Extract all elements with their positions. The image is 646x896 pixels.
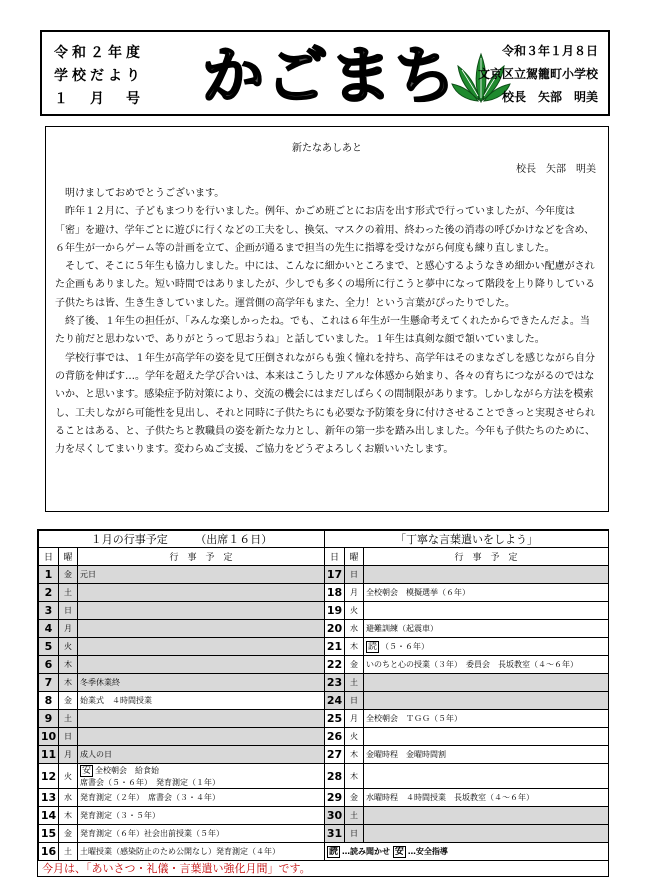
- header-info: [478, 40, 598, 109]
- calendar-weekday: 火: [345, 728, 364, 746]
- col-day: 日: [325, 548, 345, 566]
- calendar-event: [78, 825, 325, 843]
- calendar-weekday: 水: [59, 789, 78, 807]
- calendar-event: [364, 807, 609, 825]
- issue-month: １ 月 号: [54, 91, 144, 107]
- calendar-day: 18: [325, 584, 345, 602]
- calendar-day: 31: [325, 825, 345, 843]
- calendar-day: 14: [39, 807, 59, 825]
- event-text: 成人の日: [80, 750, 112, 759]
- calendar-event: [364, 746, 609, 764]
- event-text: （５・６年）: [381, 641, 430, 651]
- calendar-day: 21: [325, 638, 345, 656]
- calendar-day: 6: [39, 656, 59, 674]
- calendar-row: [39, 656, 609, 674]
- calendar-weekday: 土: [345, 807, 364, 825]
- calendar-event: [78, 764, 325, 789]
- letter-title: 新たなあしあと: [292, 143, 362, 154]
- event-text: 全校朝会 ＴＧＧ（５年）: [366, 714, 463, 723]
- calendar-legend: [325, 843, 609, 861]
- newsletter-title: かごまち: [202, 39, 459, 112]
- calendar-day: 30: [325, 807, 345, 825]
- calendar-weekday: 日: [59, 602, 78, 620]
- calendar-day: 5: [39, 638, 59, 656]
- calendar-day: 2: [39, 584, 59, 602]
- calendar-event: [364, 656, 609, 674]
- calendar-caption-row: [39, 531, 609, 548]
- legend-safety-text: …安全指導: [407, 846, 448, 856]
- calendar-day: 28: [325, 764, 345, 789]
- calendar-weekday: 木: [345, 638, 364, 656]
- school-name: 文京区立駕籠町小学校: [477, 67, 598, 81]
- principal-name: 校長 矢部 明美: [501, 90, 598, 104]
- letter-author: 校長 矢部 明美: [516, 164, 596, 175]
- calendar-event: [364, 638, 609, 656]
- calendar-body: [39, 566, 609, 861]
- calendar-day: 29: [325, 789, 345, 807]
- calendar-day: 15: [39, 825, 59, 843]
- calendar-event: [78, 807, 325, 825]
- calendar-day: 19: [325, 602, 345, 620]
- calendar-weekday: 金: [59, 566, 78, 584]
- calendar-event: [78, 638, 325, 656]
- calendar-weekday: 木: [345, 764, 364, 789]
- issue-date: 令和３年１月８日: [501, 44, 598, 58]
- calendar-day: 11: [39, 746, 59, 764]
- calendar-row: [39, 789, 609, 807]
- newsletter-header: [40, 30, 610, 116]
- col-event: 行 事 予 定: [364, 548, 609, 566]
- fiscal-year: 令和２年度: [54, 45, 144, 61]
- calendar-row: [39, 843, 609, 861]
- event-text: 発育測定（６年）社会出前授業（５年）: [80, 829, 224, 838]
- calendar-table: [38, 530, 609, 861]
- calendar-day: 9: [39, 710, 59, 728]
- calendar-weekday: 土: [345, 674, 364, 692]
- monthly-focus-note: 今月は、「あいさつ・礼儀・言葉遣い強化月間」です。: [42, 862, 311, 875]
- calendar-weekday: 金: [345, 789, 364, 807]
- calendar-event: [78, 674, 325, 692]
- calendar-event: [78, 692, 325, 710]
- calendar-weekday: 月: [59, 620, 78, 638]
- col-day: 日: [39, 548, 59, 566]
- event-mark-box: 読: [368, 641, 378, 652]
- letter-paragraph: 終了後、１年生の担任が、「みんな楽しかったね。でも、これは６年生が一生懸命考えてくれたからできたんだよ。当たり前だと思わないで、ありがとうって思おうね」と話していました。１年生は真剣な顔で頷いていました。: [55, 316, 590, 346]
- calendar-row: [39, 728, 609, 746]
- calendar-weekday: 木: [59, 656, 78, 674]
- calendar-weekday: 土: [59, 843, 78, 861]
- calendar-event: [364, 710, 609, 728]
- event-text: 席書会（５・６年） 発育測定（１年）: [80, 777, 220, 787]
- col-weekday: 曜: [59, 548, 78, 566]
- event-text: 元日: [80, 570, 96, 579]
- calendar-weekday: 木: [345, 746, 364, 764]
- calendar-weekday: 火: [59, 638, 78, 656]
- event-text: 全校朝会 給食始: [95, 765, 160, 775]
- calendar-weekday: 日: [345, 692, 364, 710]
- event-text: 冬季休業終: [80, 678, 120, 687]
- event-text: 金曜時程 金曜時間割: [366, 750, 447, 759]
- calendar-event: [364, 584, 609, 602]
- calendar-row: [39, 638, 609, 656]
- calendar-day: 25: [325, 710, 345, 728]
- calendar-day: 20: [325, 620, 345, 638]
- calendar-day: 24: [325, 692, 345, 710]
- calendar-row: [39, 566, 609, 584]
- letter-body: [55, 185, 599, 459]
- calendar-day: 27: [325, 746, 345, 764]
- newsletter-type: 学校だより: [54, 68, 144, 84]
- calendar-weekday: 火: [59, 764, 78, 789]
- calendar-weekday: 土: [59, 584, 78, 602]
- calendar-row: [39, 825, 609, 843]
- legend-read-box: 読: [329, 846, 339, 857]
- calendar-weekday: 火: [345, 602, 364, 620]
- calendar-event: [364, 825, 609, 843]
- calendar-day: 13: [39, 789, 59, 807]
- calendar-day: 26: [325, 728, 345, 746]
- calendar-weekday: 水: [345, 620, 364, 638]
- calendar-weekday: 木: [59, 674, 78, 692]
- letter-paragraph: 昨年１２月に、子どもまつりを行いました。例年、かごめ班ごとにお店を出す形式で行っていましたが、今年度は「密」を避け、学年ごとに遊びに行くなどの工夫をし、換気、マスクの着用、終わった後の消毒の呼びかけなどを含め、６年生が一からゲーム等の計画を立て、企画が通るまで担当の先生に指導を受けながら何度も練り直しました。: [55, 206, 595, 254]
- calendar-event: [364, 602, 609, 620]
- calendar-event: [78, 789, 325, 807]
- calendar-day: 10: [39, 728, 59, 746]
- event-mark-box: 安: [82, 765, 92, 776]
- col-weekday: 曜: [345, 548, 364, 566]
- event-calendar: [37, 529, 609, 877]
- calendar-day: 8: [39, 692, 59, 710]
- legend-safety-box: 安: [394, 846, 404, 857]
- calendar-weekday: 月: [345, 584, 364, 602]
- calendar-day: 3: [39, 602, 59, 620]
- event-text: 土曜授業（感染防止のため公開なし）発育測定（４年）: [80, 847, 280, 856]
- letter-paragraph: そして、そこに５年生も協力しました。中には、こんなに細かいところまで、と感心するようなきめ細かい配慮がされた企画もありました。短い時間ではありましたが、少しでも多くの場所に行こうと夢中になって階段を上り降りしている子供たちは皆、生き生きしていました。運営側の高学年もまた、全力！という言葉がぴったりでした。: [55, 261, 595, 309]
- calendar-event: [78, 620, 325, 638]
- calendar-weekday: 金: [59, 692, 78, 710]
- event-text: 始業式 ４時間授業: [80, 696, 152, 705]
- calendar-day: 17: [325, 566, 345, 584]
- calendar-row: [39, 584, 609, 602]
- monthly-slogan: 「丁寧な言葉遣いをしよう」: [325, 531, 609, 548]
- calendar-event: [364, 692, 609, 710]
- calendar-row: [39, 602, 609, 620]
- calendar-event: [364, 764, 609, 789]
- calendar-event: [364, 566, 609, 584]
- calendar-event: [78, 710, 325, 728]
- calendar-weekday: 土: [59, 710, 78, 728]
- event-text: 水曜時程 ４時間授業 長坂教室（４～６年）: [366, 793, 535, 802]
- calendar-weekday: 金: [59, 825, 78, 843]
- calendar-row: [39, 620, 609, 638]
- calendar-event: [364, 789, 609, 807]
- calendar-heading: １月の行事予定 （出席１６日）: [39, 531, 325, 548]
- calendar-row: [39, 807, 609, 825]
- event-text: 避難訓練（起震車）: [366, 624, 439, 633]
- event-text: 全校朝会 模擬選挙（６年）: [366, 588, 471, 597]
- principal-letter: [45, 126, 609, 512]
- col-event: 行 事 予 定: [78, 548, 325, 566]
- calendar-event: [364, 728, 609, 746]
- calendar-day: 7: [39, 674, 59, 692]
- calendar-row: [39, 692, 609, 710]
- calendar-weekday: 日: [59, 728, 78, 746]
- event-text: 発育測定（３・５年）: [80, 811, 160, 820]
- calendar-weekday: 日: [345, 566, 364, 584]
- calendar-day: 23: [325, 674, 345, 692]
- calendar-event: [364, 674, 609, 692]
- calendar-row: [39, 710, 609, 728]
- calendar-event: [364, 620, 609, 638]
- calendar-header-row: [39, 548, 609, 566]
- event-text: いのちと心の授業（３年） 委員会 長坂教室（４～６年）: [366, 660, 579, 669]
- calendar-row: [39, 746, 609, 764]
- issue-label: [54, 42, 144, 111]
- calendar-event: [78, 656, 325, 674]
- calendar-event: [78, 746, 325, 764]
- calendar-event: [78, 566, 325, 584]
- calendar-day: 4: [39, 620, 59, 638]
- calendar-day: 16: [39, 843, 59, 861]
- calendar-weekday: 日: [345, 825, 364, 843]
- calendar-weekday: 月: [345, 710, 364, 728]
- calendar-weekday: 金: [345, 656, 364, 674]
- calendar-event: [78, 843, 325, 861]
- calendar-day: 12: [39, 764, 59, 789]
- calendar-event: [78, 728, 325, 746]
- calendar-row: [39, 674, 609, 692]
- calendar-day: 1: [39, 566, 59, 584]
- calendar-event: [78, 584, 325, 602]
- calendar-weekday: 木: [59, 807, 78, 825]
- letter-paragraph: 明けましておめでとうございます。: [65, 188, 225, 199]
- calendar-event: [78, 602, 325, 620]
- event-text: 発育測定（２年） 席書会（３・４年）: [80, 793, 220, 802]
- calendar-day: 22: [325, 656, 345, 674]
- legend-read-text: …読み聞かせ: [342, 846, 391, 856]
- letter-paragraph: 学校行事では、１年生が高学年の姿を見て圧倒されながらも強く憧れを持ち、高学年はそのまなざしを感じながら自分の背筋を伸ばす…。学年を超えた学び合いは、本来はこうしたリアルな体感から始まり、各々の育ちにつながるのではないか、と思います。感染症予防対策により、交流の機会にはまだしばらくの間制限があります。しかしながら方法を模索し、工夫しながら可能性を見出し、それと同時に子供たちにも必要な予防策を身に付けさせることできっと実現させられることはある、と、子供たちと教職員の姿を新たな力とし、新年の第一歩を踏み出しました。今年も子供たちのために、力を尽くしてまいります。変わらぬご支援、ご協力をどうぞよろしくお願いいたします。: [55, 352, 595, 456]
- calendar-row: [39, 764, 609, 789]
- calendar-weekday: 月: [59, 746, 78, 764]
